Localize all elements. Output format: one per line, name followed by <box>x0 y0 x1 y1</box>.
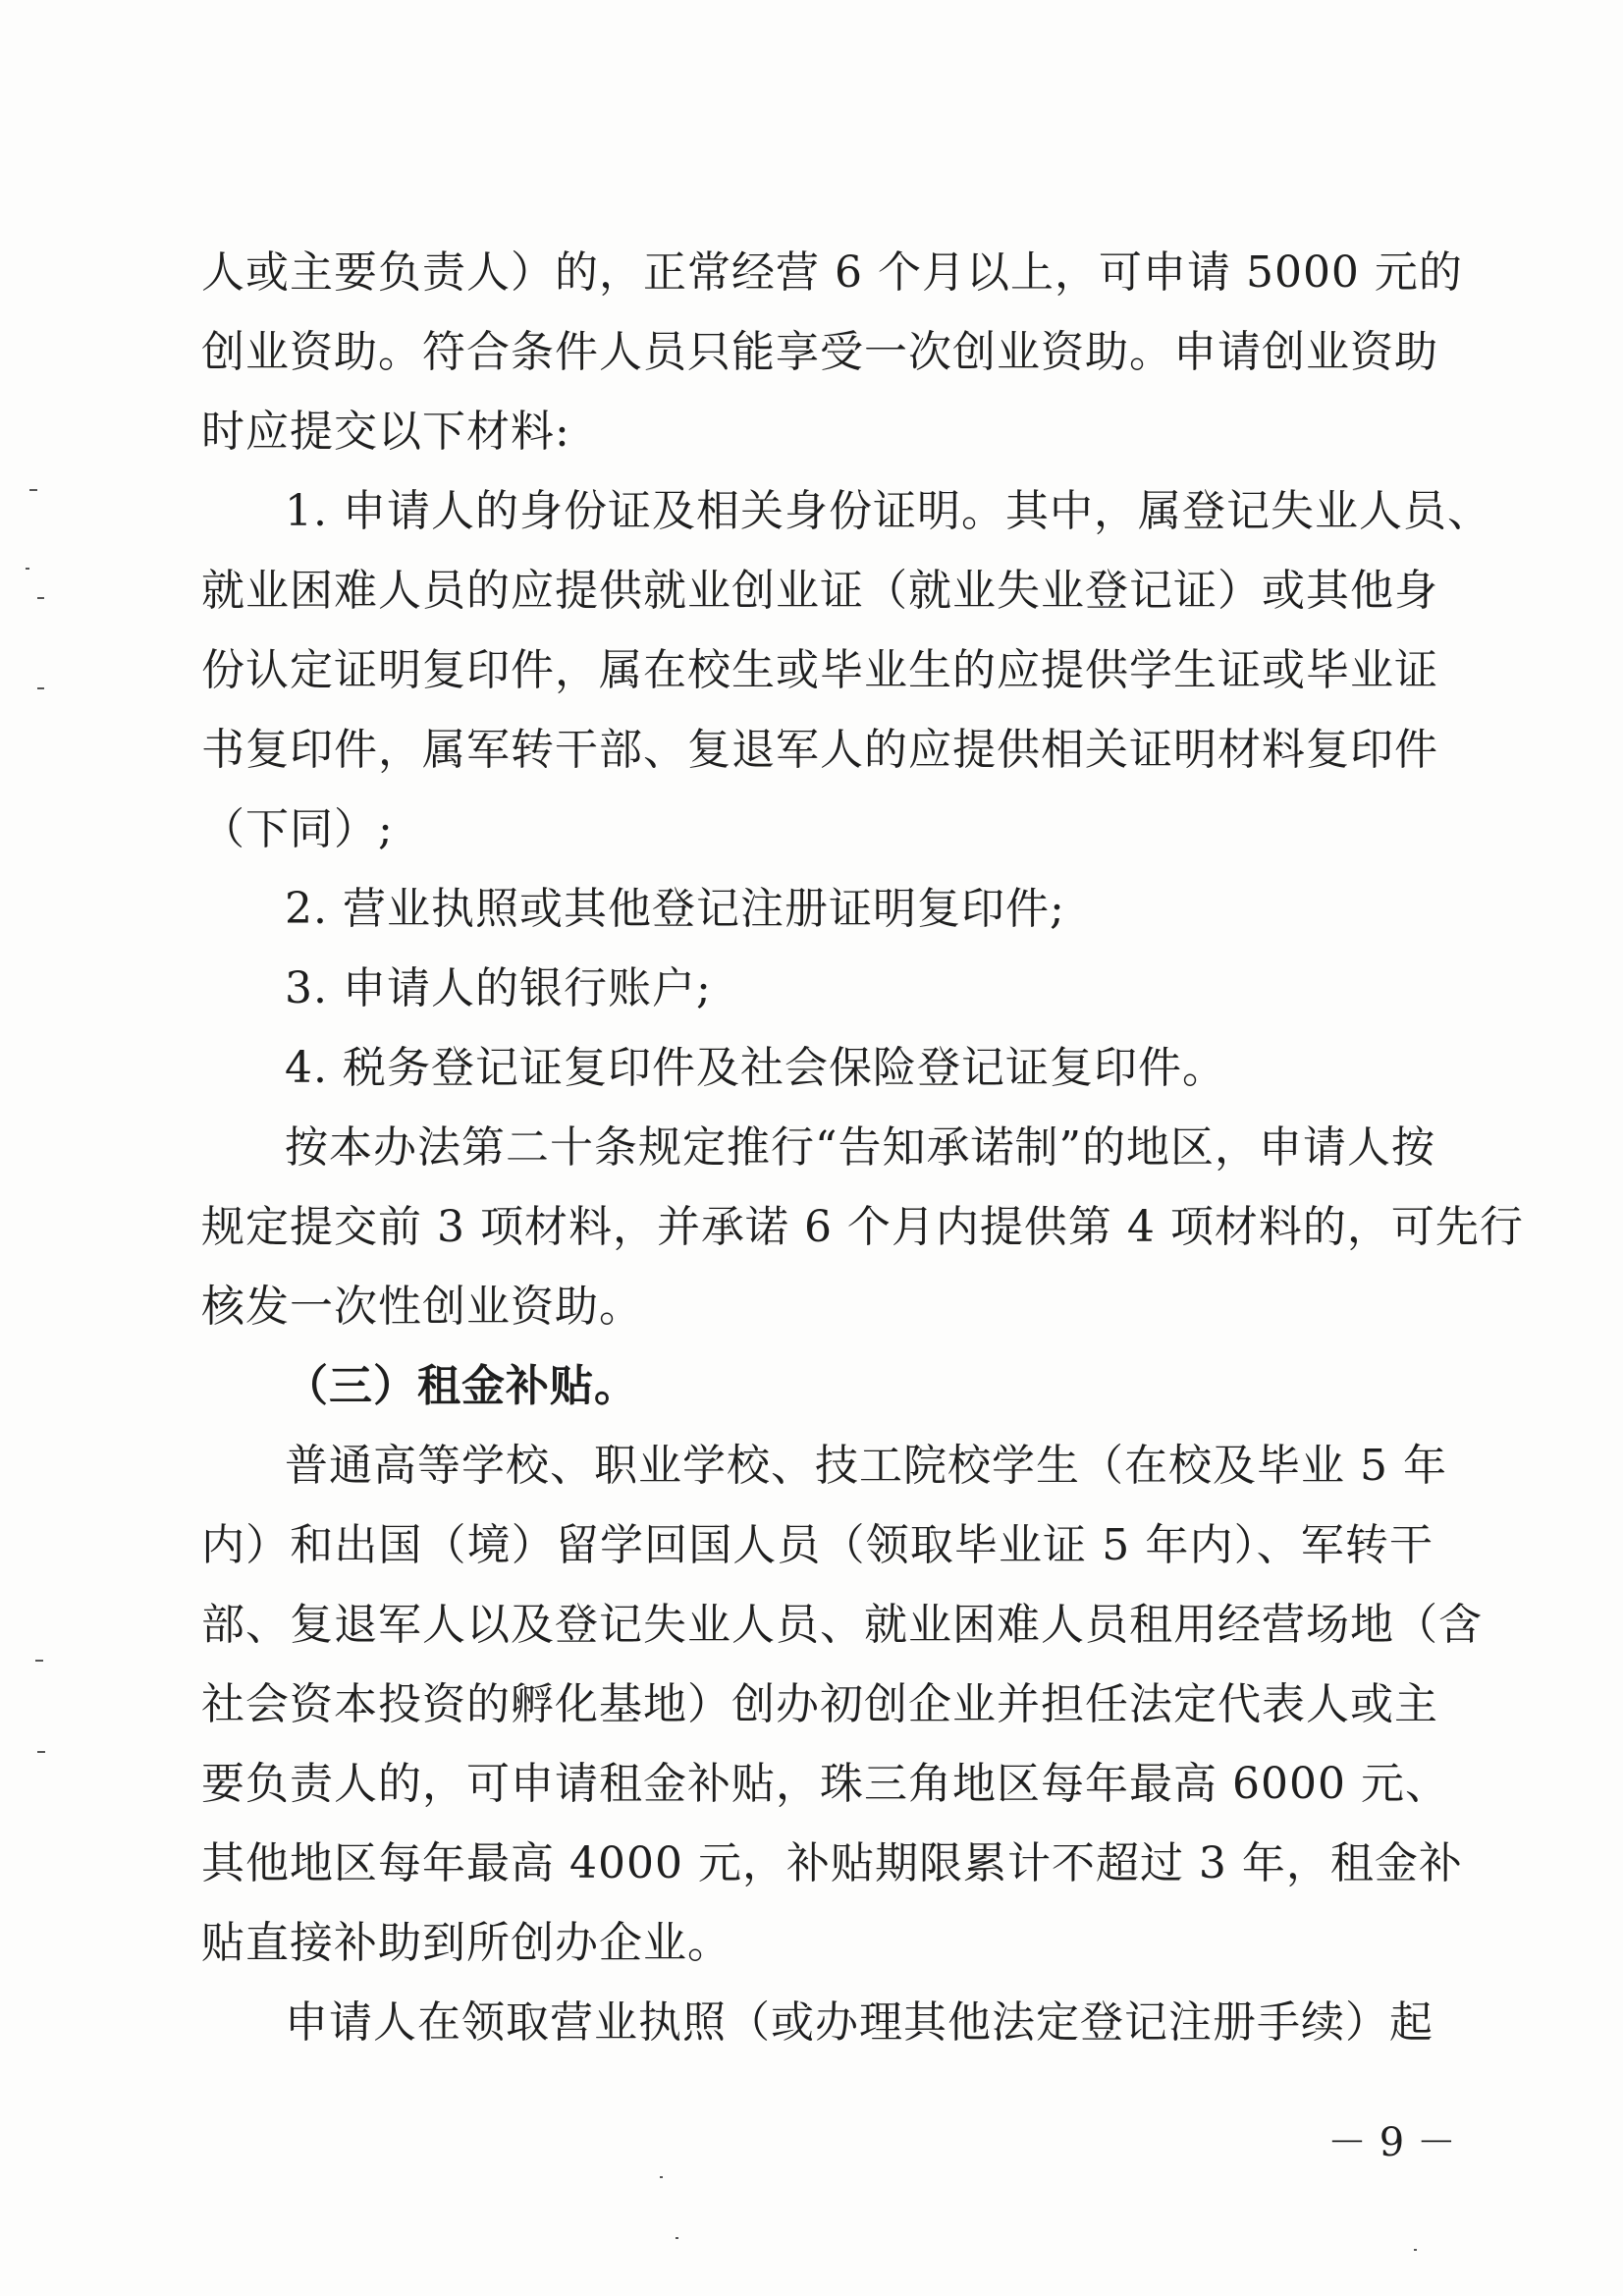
paragraph-line: 创业资助。符合条件人员只能享受一次创业资助。申请创业资助 <box>201 327 1438 377</box>
paragraph-line: 核发一次性创业资助。 <box>201 1282 643 1332</box>
paragraph-line: 书复印件，属军转干部、复退军人的应提供相关证明材料复印件 <box>201 725 1438 775</box>
list-item-2: 2. 营业执照或其他登记注册证明复印件; <box>285 884 1065 934</box>
paragraph-line: 部、复退军人以及登记失业人员、就业困难人员租用经营场地（含 <box>201 1600 1483 1650</box>
paragraph-line: 份认定证明复印件，属在校生或毕业生的应提供学生证或毕业证 <box>201 645 1438 695</box>
paragraph-line: 申请人在领取营业执照（或办理其他法定登记注册手续）起 <box>285 1997 1434 2048</box>
paragraph-line: 就业困难人员的应提供就业创业证（就业失业登记证）或其他身 <box>201 566 1438 616</box>
paragraph-line: 时应提交以下材料: <box>201 407 570 457</box>
scan-speck <box>676 2237 678 2239</box>
list-item-1: 1. 申请人的身份证及相关身份证明。其中，属登记失业人员、 <box>285 486 1491 536</box>
scan-speck <box>26 568 29 570</box>
scan-speck <box>37 597 44 599</box>
scan-speck <box>35 1660 43 1662</box>
paragraph-line: 规定提交前 3 项材料，并承诺 6 个月内提供第 4 项材料的，可先行 <box>201 1202 1524 1252</box>
paragraph-line: 贴直接补助到所创办企业。 <box>201 1918 731 1968</box>
scan-speck <box>29 489 37 491</box>
scan-speck <box>37 687 44 689</box>
paragraph-line: 要负责人的，可申请租金补贴，珠三角地区每年最高 6000 元、 <box>201 1759 1449 1809</box>
list-item-4: 4. 税务登记证复印件及社会保险登记证复印件。 <box>285 1043 1226 1093</box>
scan-speck <box>1414 2249 1417 2251</box>
paragraph-line: （下同）; <box>201 804 394 854</box>
scan-speck <box>660 2176 663 2178</box>
paragraph-line: 其他地区每年最高 4000 元，补贴期限累计不超过 3 年，租金补 <box>201 1838 1463 1888</box>
paragraph-line: 社会资本投资的孵化基地）创办初创企业并担任法定代表人或主 <box>201 1679 1438 1729</box>
paragraph-line: 内）和出国（境）留学回国人员（领取毕业证 5 年内）、军转干 <box>201 1520 1434 1570</box>
scan-speck <box>37 1751 45 1753</box>
page-number: － 9 － <box>1327 2120 1456 2165</box>
paragraph-line: 按本办法第二十条规定推行“告知承诺制”的地区，申请人按 <box>285 1122 1435 1173</box>
paragraph-line: 普通高等学校、职业学校、技工院校学生（在校及毕业 5 年 <box>285 1441 1447 1491</box>
section-heading: （三）租金补贴。 <box>285 1361 638 1411</box>
paragraph-line: 人或主要负责人）的，正常经营 6 个月以上，可申请 5000 元的 <box>201 247 1463 298</box>
list-item-3: 3. 申请人的银行账户; <box>285 963 712 1013</box>
